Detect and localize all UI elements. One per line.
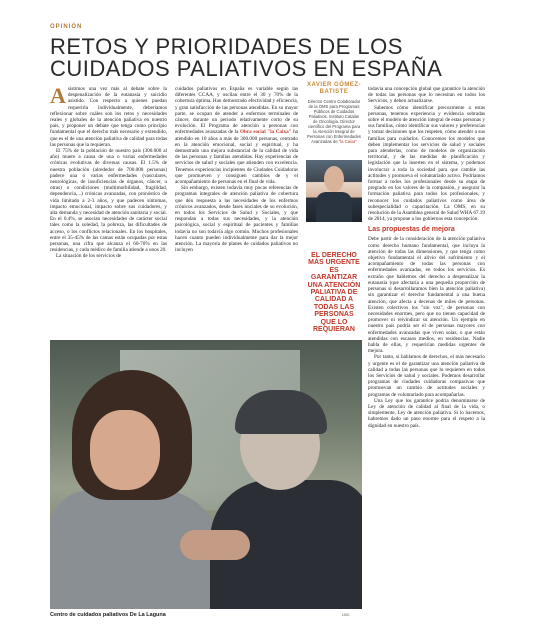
- photo-caption: Centro de cuidados paliativos De La Laguna: [50, 612, 166, 618]
- paragraph: Por tanto, si hablamos de derechos, el más necesario y urgente es el de garantizar una atención paliativa de calidad a todas las personas que lo requieren en todos los Servicios de salud y sociales. Podemos desarrollar programas de ciudades cuidadoras compasivas que promuevan un cambio de actitudes sociales y programas de voluntariado para acompañarlas.: [368, 354, 485, 398]
- article-title: RETOS Y PRIORIDADES DE LOS CUIDADOS PALIATIVOS EN ESPAÑA: [50, 34, 443, 81]
- paragraph: La situación de los servicios de: [56, 253, 121, 260]
- author-name: XAVIER GÓMEZ-BATISTE: [306, 82, 362, 95]
- subheading: Las propuestas de mejora: [368, 226, 455, 234]
- drop-cap: A: [50, 86, 66, 108]
- author-bio-highlight: "la Caixa": [338, 139, 357, 144]
- paragraph: Sin embargo, existen todavía muy pocas referencias de programas integrales de atención paliativa de cobertura que dén respuesta a las necesidades de los enfermos crónicos avanzados, desde fases iniciales de su evolución, en todos los Servicios de Salud y Sociales, y que respondan a todas sus necesidades, y la atención psicológica, social y espiritual de pacientes y familias todavía no son todavía algo común. Muchos profesionales hacen cuanto pueden individualmente para dar la mejor atención. La mayoría de planes de cuidados paliativos no incluyen: [175, 185, 298, 254]
- author-shirt: [316, 192, 352, 222]
- highlight-text: Obra social "la Caixa": [239, 129, 292, 136]
- paragraph-text: cuidados paliativos en España es variable según las diferentes CCAA, y oscilan entre el 30 y 70% de la cobertura óptima. Han demostrado efectividad y eficiencia, y gran satisfacción de las personas atendidas. En su mayor parte, se ocupan de atender a enfermos terminales de cáncer, durante un periodo relativamente corto de su evolución. El Programa de atención a personas con enfermedades avanzadas de la: [175, 86, 298, 136]
- author-bio: [306, 99, 362, 144]
- photo-hands: [180, 530, 250, 560]
- pull-quote: EL DERECHO MÁS URGENTE ES GARANTIZAR UNA ATENCIÓN PALIATIVA DE CALIDAD A TODAS LAS PERSONAS QUE LO REQUIERAN: [307, 252, 361, 334]
- paragraph: Debe partir de la consideración de la atención paliativa como derecho humano fundamental, que incluya la atención de todas las dimensiones, y que tenga como objetivo fundamental el alivio del sufrimiento y el acompañamiento de todas las personas con enfermedades avanzadas, en todos los servicios. Es extraño que hablemos del derecho a despenalizar la eutanasia (que afectaría a una pequeña proporción de personas si desarrollaramos bien la atención paliativa) sin garantizar el derecho fundamental a una buena atención, que afecta a decenas de miles de personas. Existen colectivos los "sin voz", de personas con necesidades enormes, pero que no tienen capacidad de promover ni reivindicar su atención. Un ejemplo en nuestro país podría ser el de personas mayores con enfermedades avanzadas que viven solas, o que están atendidas con escasos medios, en residencias. Nadie habla de ellas, y requerirían medidas urgentes de mejora.: [368, 236, 485, 355]
- author-photo: [306, 160, 362, 222]
- paragraph: Sabemos cómo identificar precozmente a estas personas, tenemos experiencia y evidencia sobradas sobre el modelo de atención integral de estas personas y sus familias, cómo identificar sus valores y preferencias y tomar decisiones que los respeten, cómo atender a sus familias para cuidarlos. Conocemos los modelos que deben implementar los servicios de salud y sociales para atenderlas, como de modelos de organización territorial, y de las medidas de planificación y legislación que la inserten en el sistema, y podemos involucrar a toda la sociedad para que cambie las actitudes y promueva el voluntariado activo. Podríamos formar a todos los profesionales desde su etapa de pregrado en los valores de la compasión, y asegurar la formación paliativa para todos los profesionales, y reconocer los cuidados paliativos como área de subespecialidad o capacitación. La OMS, en su resolución de la Asamblea general de Salud WHA 67.19 de 2014, ya propone a los gobiernos esta concepción.: [368, 104, 485, 223]
- column-1: [50, 86, 167, 336]
- section-label: OPINIÓN: [50, 24, 83, 30]
- paragraph: [175, 86, 298, 185]
- paragraph: sistimos una vez más al debate sobre la despenalización de la eutanasia y suicidio asistido. Con respecto a quienes puedan requerirla individualmente, deberíamos reflexionar sobre cuáles son los retos y necesidades reales y globales de la atención paliativa en nuestro país, y proponer un debate que tenga como principio fundamental que el derecho más necesario y extendido, que es el de una atención paliativa de calidad para todas las personas que la requieran.: [50, 86, 167, 148]
- paragraph-text: ha atendido en 10 años a más de 300.000 personas, centrado en la atención emocional, social y espiritual, y ha demostrado una mejora substancial de la calidad de vida de las personas y familias atendidas. Hay experiencias de servicios de salud y sociales que atienden con excelencia. Tenemos experiencias incipientes de Ciudades Cuidadoras que promueven y consiguen cambios de y el acompañamiento de personas en el final de vida.: [175, 129, 298, 186]
- author-face: [324, 166, 344, 192]
- paragraph: Una Ley que los garantice podría denominarse de Ley de atención de calidad al final de la vida, o simplemente, Ley de atención paliativa. Si lo hacemos, habremos dado un paso enorme para el respeto a la dignidad en nuestro país.: [368, 397, 485, 429]
- photo-woman-face: [90, 410, 160, 490]
- column-4: [368, 86, 485, 616]
- author-bio-text: Director Centro Colaborador de la OMS para Programas Públicos de Cuidados Paliativos. Instituto Catalán de Oncología. Director científico del Programa para la Atención Integral de Personas con Enfermedades Avanzadas de: [306, 99, 361, 144]
- column-2: [175, 86, 298, 336]
- paragraph: El 75% de la población de nuestro país (300.000 al año) muere a causa de una o varias enfermedades crónicas evolutivas de diversas causas. El 1.5% de nuestra población (alrededor de 700.000 personas) padece una o varias enfermedades (vasculares, neurológicas, de insuficiencias de órganos, cáncer, u otras) o condiciones (multimorbilidad, fragilidad, dependencia,...) crónicas avanzadas, con pronóstico de vida limitado a 2-3 años, y que padecen síntomas, impacto emocional, impacto sobre sus cuidadores, y alta demanda y necesidad de atención sanitaria y social. En el 0.4%, se asocian necesidades de carácter social tales como la soledad, la pobreza, las dificultades de acceso, o los conflictos relacionales. En los hospitales, entre el 35-45% de las camas están ocupadas por estas personas, una cifra que alcanza el 60-70% en las residencias, y cada médico de familia atiende a unos 20.: [50, 148, 167, 254]
- article-photo: [50, 340, 362, 609]
- author-box: [306, 82, 362, 144]
- paragraph: todavía una concepción global que garantice la atención de todas las personas que lo necesitan en todos los Servicios, y deben actualizarse.: [368, 86, 485, 105]
- photo-credit: LBC: [342, 612, 350, 617]
